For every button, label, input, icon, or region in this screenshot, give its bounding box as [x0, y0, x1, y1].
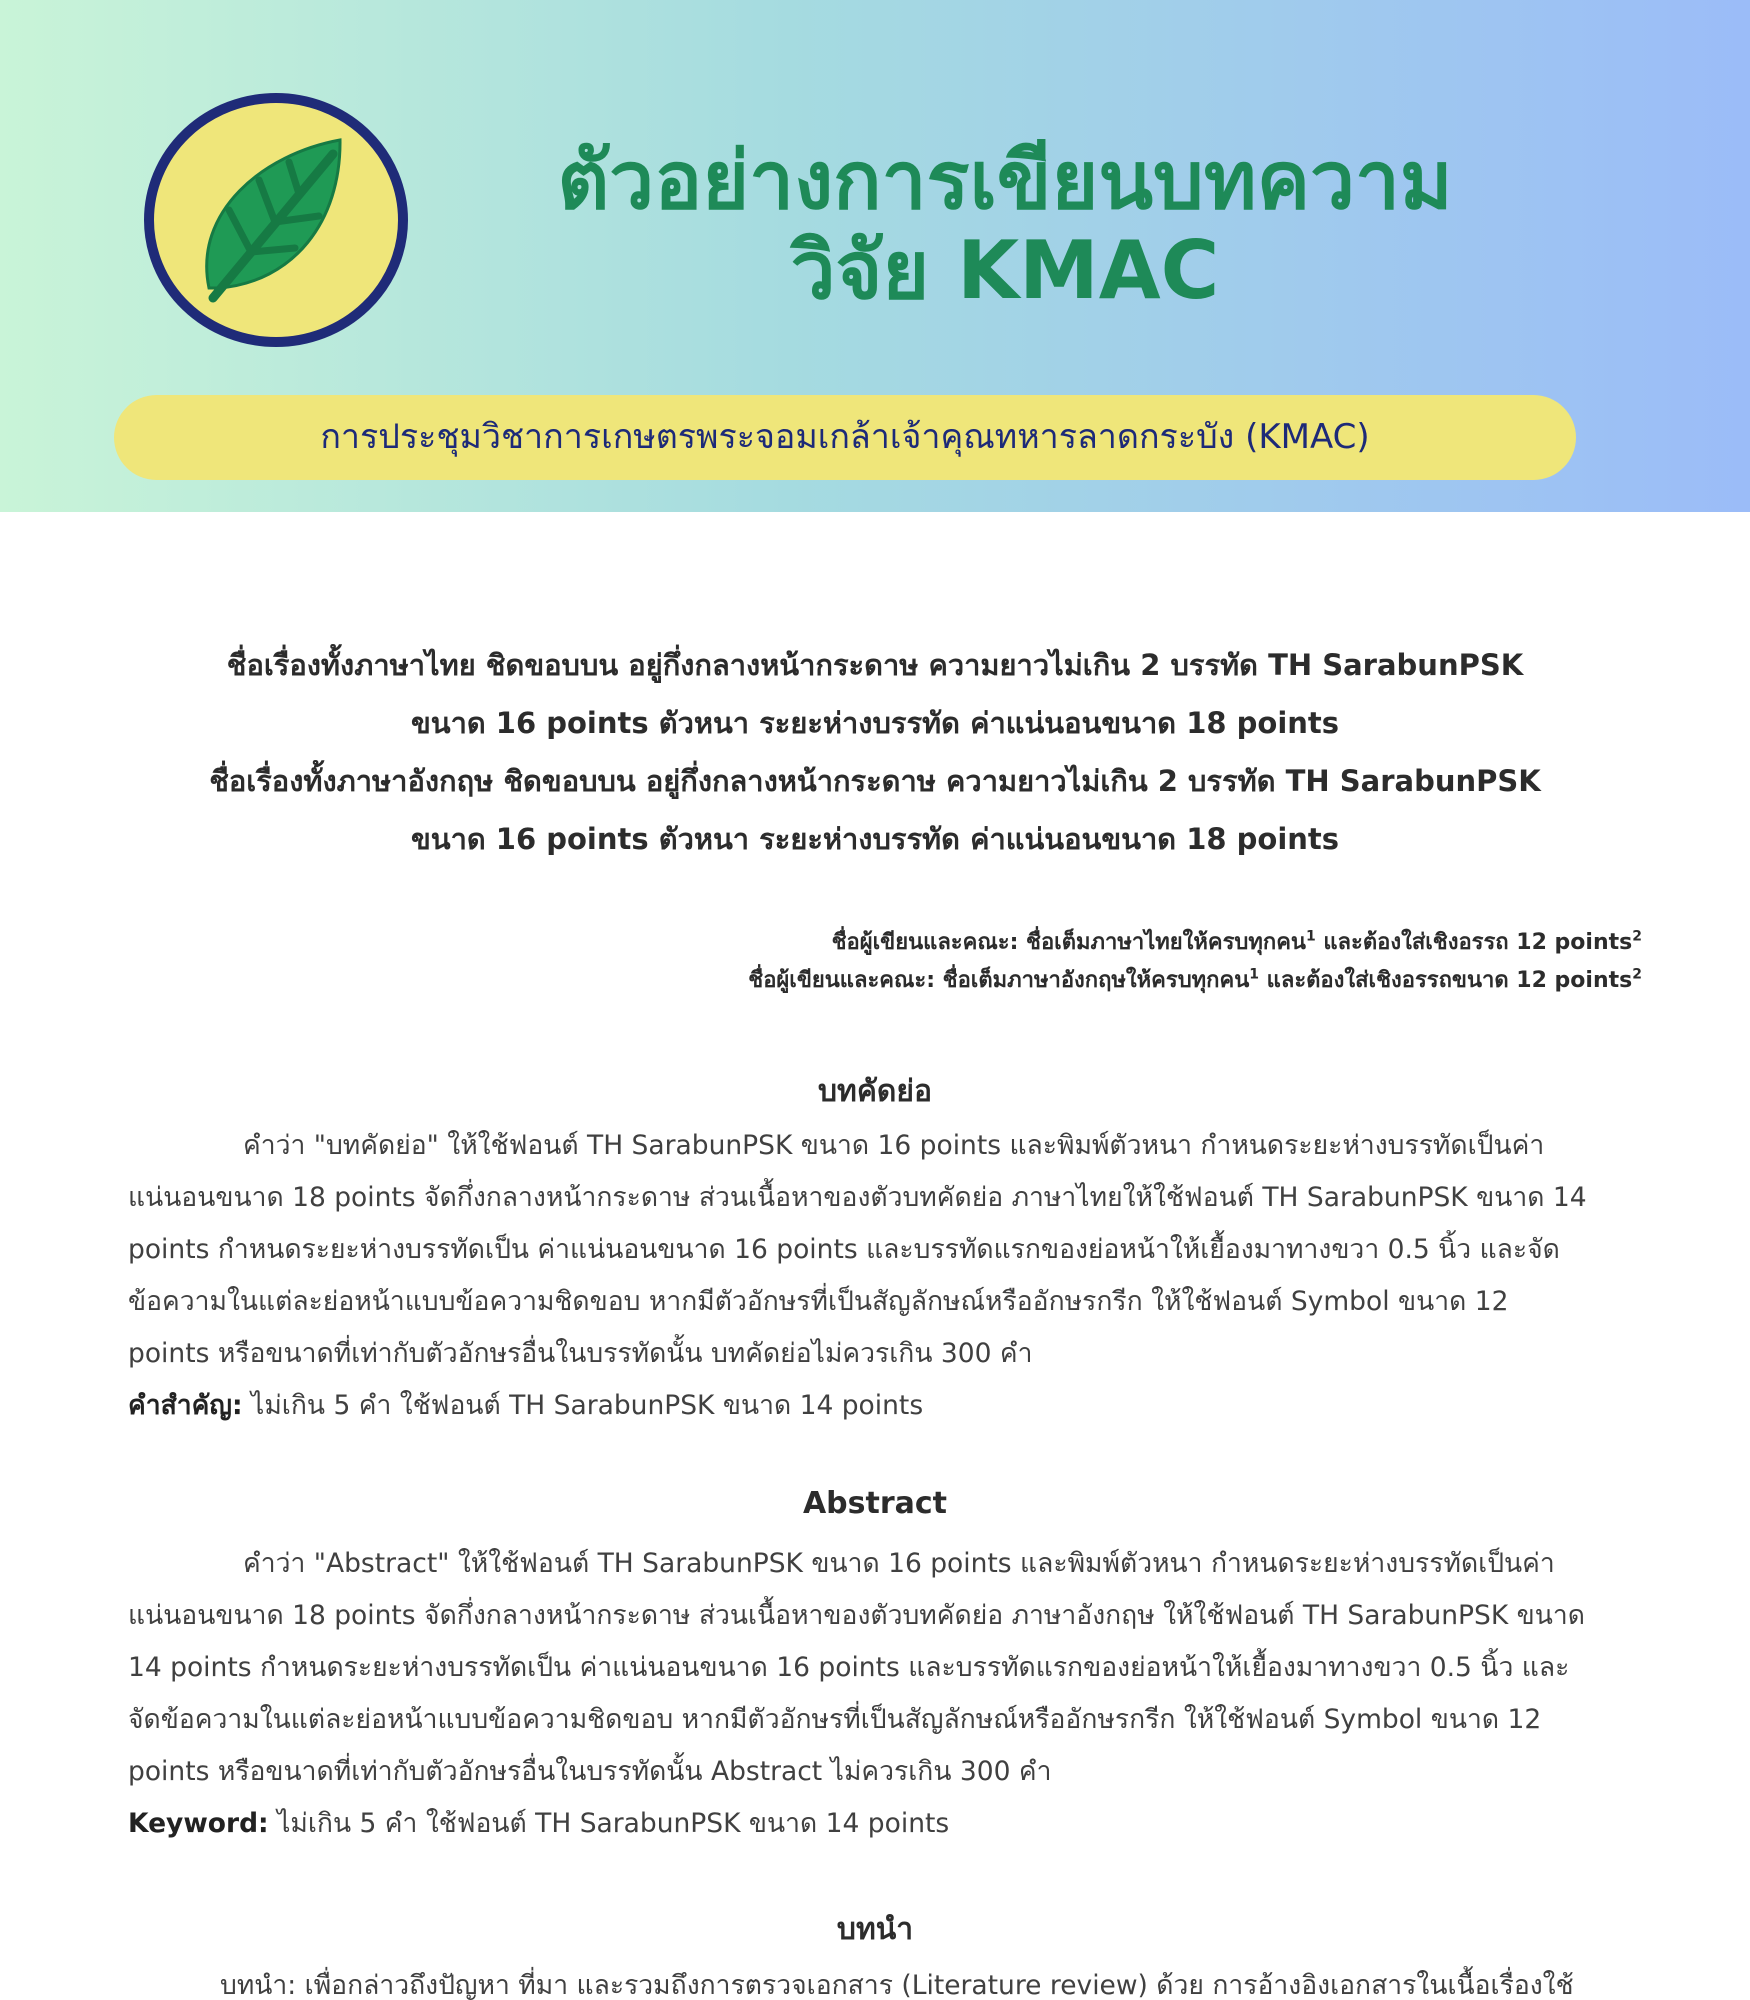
keywords-thai: [128, 1384, 923, 1426]
abstract-english-heading: Abstract: [802, 1486, 948, 1521]
abstract-english-line: คำว่า "Abstract" ให้ใช้ฟอนต์ TH SarabunPSK ขนาด 16 points และพิมพ์ตัวหนา กำหนดระยะห่างบรรทัดเป็นค่า: [243, 1548, 1555, 1579]
abstract-thai-line: คำว่า "บทคัดย่อ" ให้ใช้ฟอนต์ TH SarabunPSK ขนาด 16 points และพิมพ์ตัวหนา กำหนดระยะห่างบรรทัดเป็นค่า: [243, 1130, 1545, 1161]
document-title-line: ขนาด 16 points ตัวหนา ระยะห่างบรรทัด ค่าแน่นอนขนาด 18 points: [410, 706, 1340, 740]
footnote-marker: 1: [1305, 928, 1316, 945]
abstract-english-line: แน่นอนขนาด 18 points จัดกึ่งกลางหน้ากระดาษ ส่วนเนื้อหาของตัวบทคัดย่อ ภาษาอังกฤษ ให้ใช้ฟอนต์ TH SarabunPSK ขนาด: [128, 1600, 1585, 1631]
abstract-thai-line: ข้อความในแต่ละย่อหน้าแบบข้อความชิดขอบ หากมีตัวอักษรที่เป็นสัญลักษณ์หรืออักษรกรีก ให้ใช้ฟอนต์ Symbol ขนาด 12: [128, 1286, 1509, 1317]
document-title-line: ชื่อเรื่องทั้งภาษาไทย ชิดขอบบน อยู่กึ่งกลางหน้ากระดาษ ความยาวไม่เกิน 2 บรรทัด TH SarabunPSK: [226, 648, 1524, 682]
author-text: ชื่อผู้เขียนและคณะ: ชื่อเต็มภาษาอังกฤษให้ครบทุกคน: [748, 968, 1250, 993]
keywords-english: [128, 1802, 949, 1844]
abstract-english-line: 14 points กำหนดระยะห่างบรรทัดเป็น ค่าแน่นอนขนาด 16 points และบรรทัดแรกของย่อหน้าให้เยื้องมาทางขวา 0.5 นิ้ว และ: [128, 1652, 1570, 1683]
abstract-english-line: points หรือขนาดที่เท่ากับตัวอักษรอื่นในบรรทัดนั้น Abstract ไม่ควรเกิน 300 คำ: [128, 1756, 1052, 1787]
page-title-line: วิจัย KMAC: [790, 224, 1220, 317]
leaf-icon: [143, 92, 409, 348]
introduction-line: บทนำ: เพื่อกล่าวถึงปัญหา ที่มา และรวมถึงการตรวจเอกสาร (Literature review) ด้วย การอ้างอิงเอกสารในเนื้อเรื่องใช้: [220, 1970, 1574, 2000]
abstract-english-line: จัดข้อความในแต่ละย่อหน้าแบบข้อความชิดขอบ หากมีตัวอักษรที่เป็นสัญลักษณ์หรืออักษรกรีก ให้ใช้ฟอนต์ Symbol ขนาด 12: [128, 1704, 1542, 1735]
header-banner: [0, 0, 1750, 512]
footnote-marker: 1: [1249, 966, 1259, 983]
abstract-thai-line: แน่นอนขนาด 18 points จัดกึ่งกลางหน้ากระดาษ ส่วนเนื้อหาของตัวบทคัดย่อ ภาษาไทยให้ใช้ฟอนต์ TH SarabunPSK ขนาด 14: [128, 1182, 1587, 1213]
footnote-marker: 2: [1632, 928, 1642, 945]
document-preview: [0, 512, 1750, 2000]
author-text: ชื่อผู้เขียนและคณะ: ชื่อเต็มภาษาไทยให้ครบทุกคน: [831, 930, 1306, 955]
document-title-line: ขนาด 16 points ตัวหนา ระยะห่างบรรทัด ค่าแน่นอนขนาด 18 points: [410, 822, 1340, 856]
page-title-line: ตัวอย่างการเขียนบทความ: [557, 134, 1453, 227]
keywords-label: Keyword:: [128, 1808, 269, 1839]
footnote-marker: 2: [1632, 966, 1642, 983]
document-title-line: ชื่อเรื่องทั้งภาษาอังกฤษ ชิดขอบบน อยู่กึ่งกลางหน้ากระดาษ ความยาวไม่เกิน 2 บรรทัด TH SarabunPSK: [209, 764, 1541, 798]
author-text: และต้องใส่เชิงอรรถ 12 points: [1315, 930, 1633, 955]
author-line-english: [748, 962, 1642, 997]
introduction-heading: บทนำ: [836, 1912, 914, 1947]
abstract-thai-line: points หรือขนาดที่เท่ากับตัวอักษรอื่นในบรรทัดนั้น บทคัดย่อไม่ควรเกิน 300 คำ: [128, 1338, 1033, 1369]
page-title: [470, 136, 1540, 316]
conference-subtitle-pill: การประชุมวิชาการเกษตรพระจอมเกล้าเจ้าคุณทหารลาดกระบัง (KMAC): [114, 395, 1576, 480]
keywords-label: คำสำคัญ:: [128, 1390, 243, 1421]
abstract-thai-line: points กำหนดระยะห่างบรรทัดเป็น ค่าแน่นอนขนาด 16 points และบรรทัดแรกของย่อหน้าให้เยื้องมาทางขวา 0.5 นิ้ว และจัด: [128, 1234, 1560, 1265]
author-line-thai: [832, 924, 1642, 959]
author-text: และต้องใส่เชิงอรรถขนาด 12 points: [1259, 968, 1633, 993]
keywords-text: ไม่เกิน 5 คำ ใช้ฟอนต์ TH SarabunPSK ขนาด 14 points: [242, 1390, 924, 1421]
keywords-text: ไม่เกิน 5 คำ ใช้ฟอนต์ TH SarabunPSK ขนาด 14 points: [268, 1808, 950, 1839]
abstract-thai-heading: บทคัดย่อ: [818, 1074, 932, 1109]
